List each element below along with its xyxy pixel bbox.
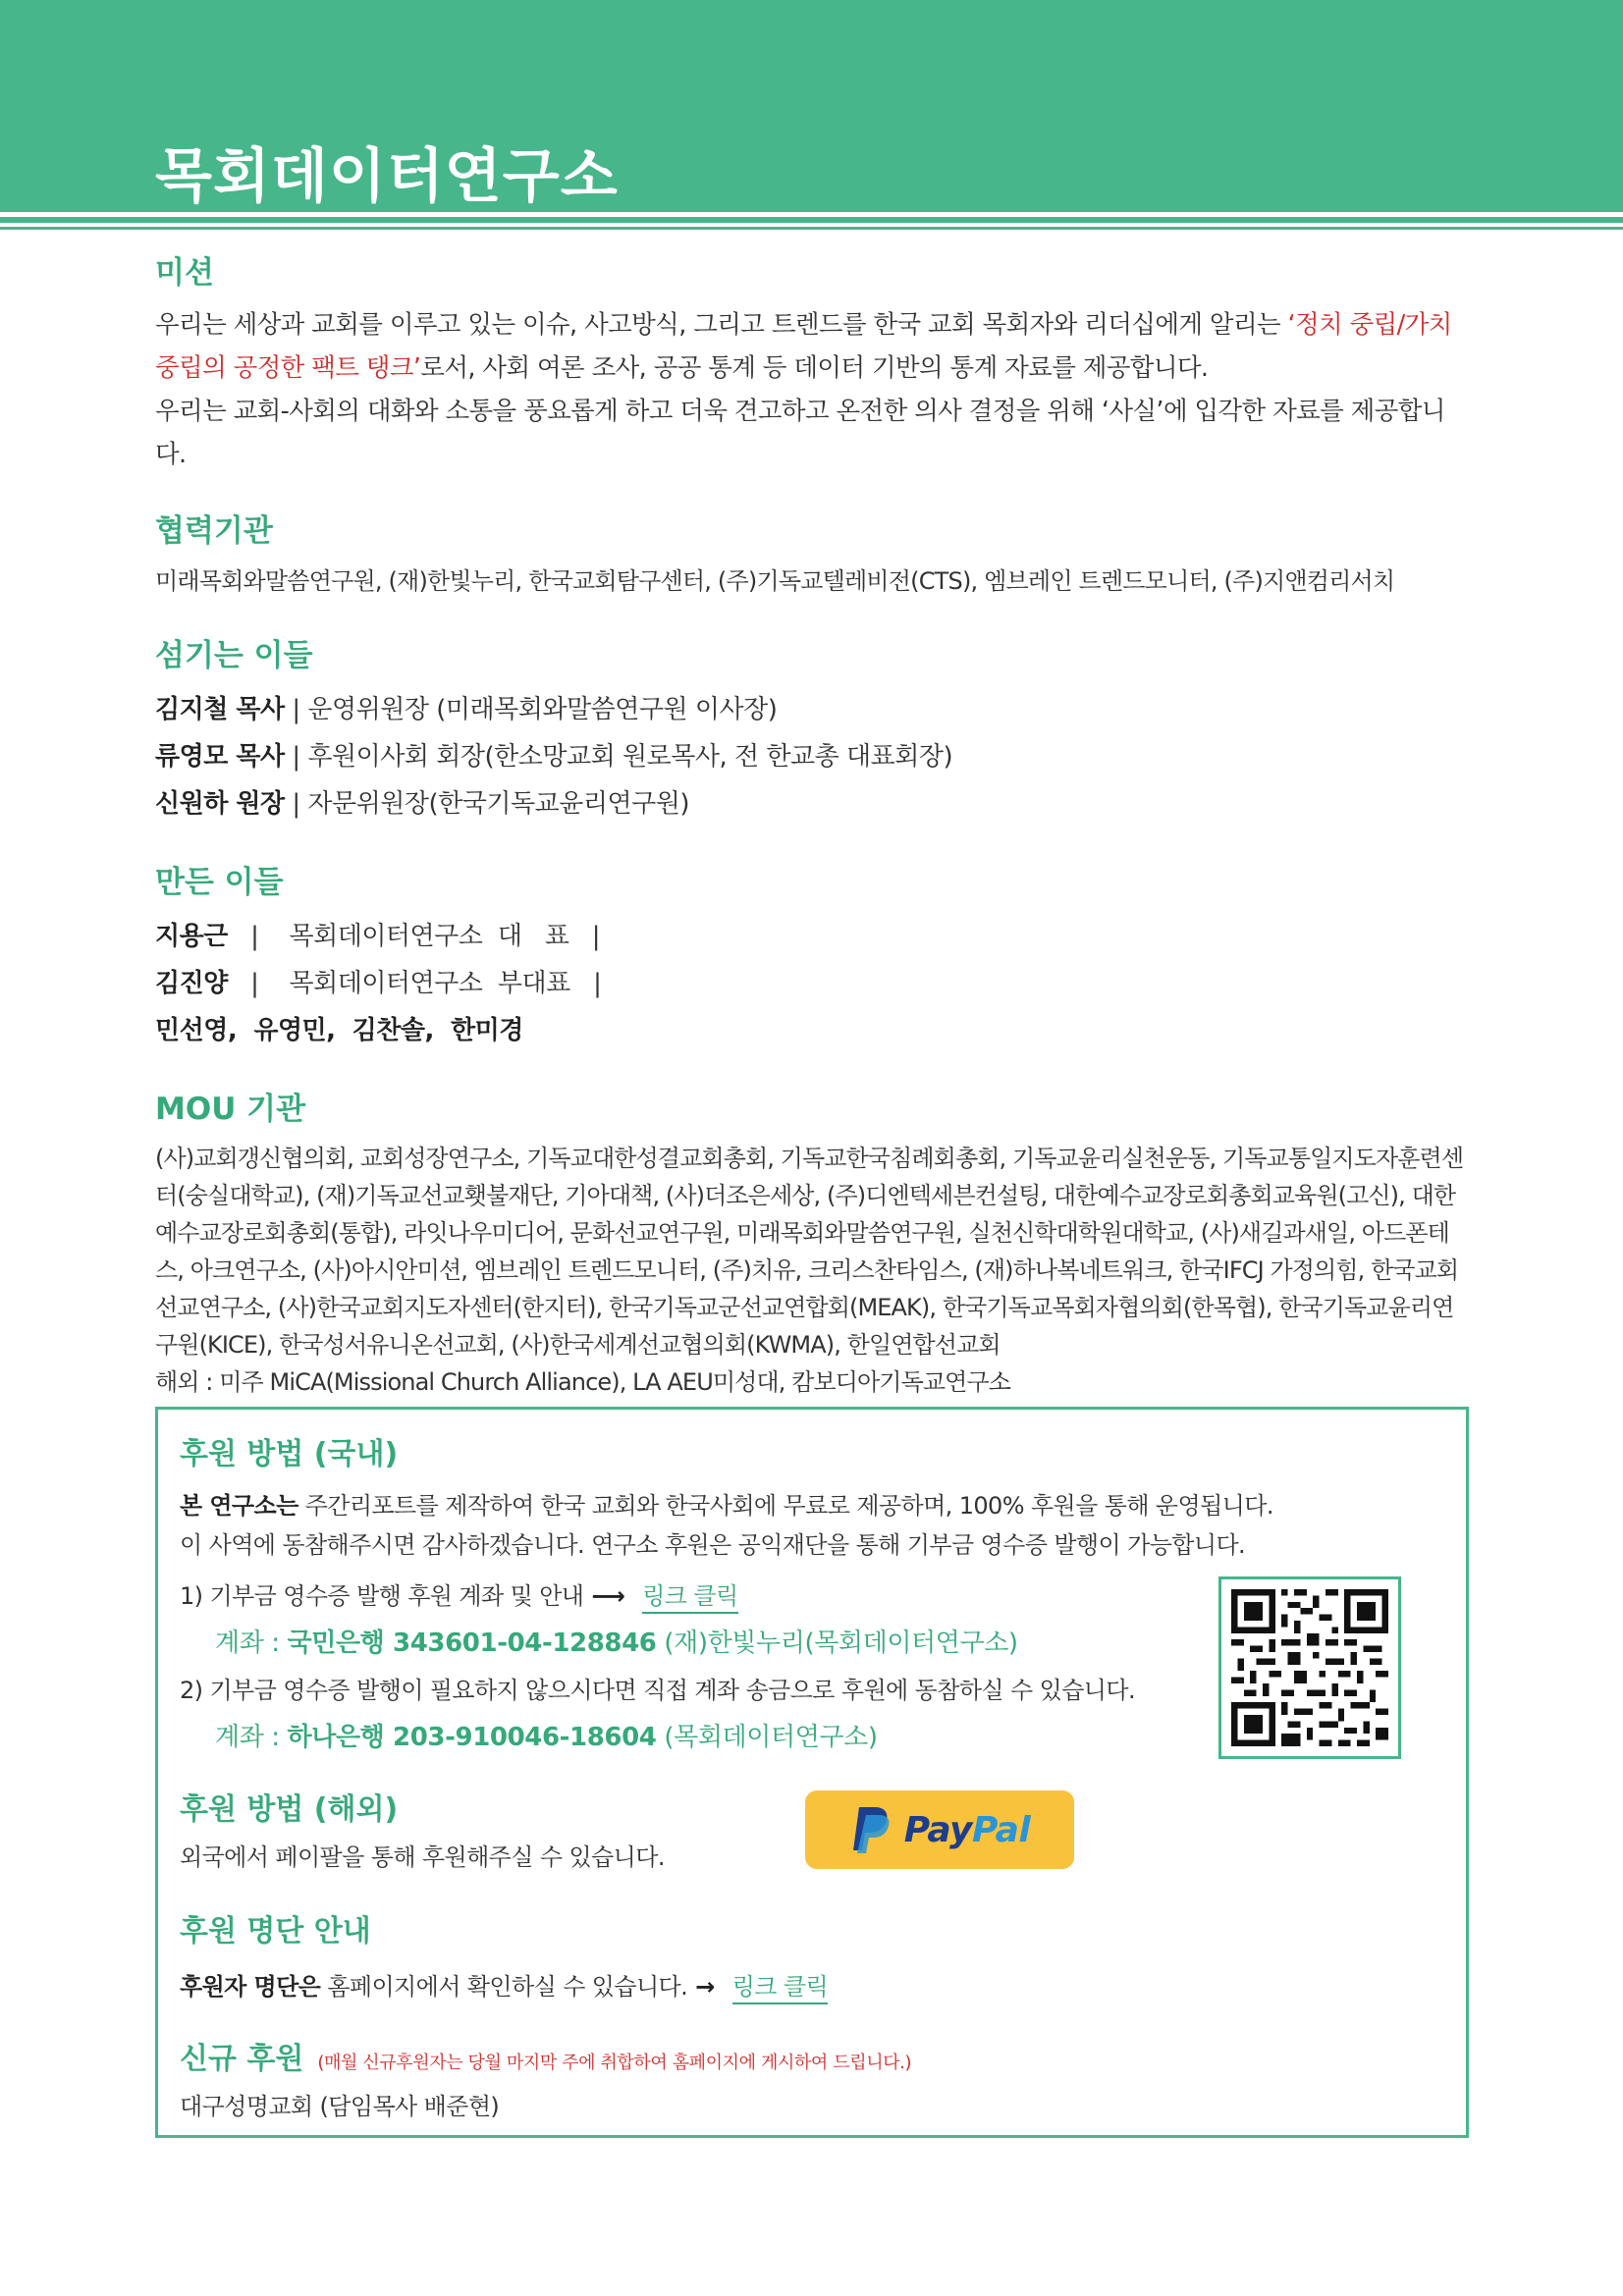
partners-list: 미래목회와말씀연구원, (재)한빛누리, 한국교회탐구센터, (주)기독교텔레비전(CTS), 엠브레인 트렌드모니터, (주)지앤컴리서치 [155, 567, 1395, 595]
header-rule [0, 217, 1623, 223]
account-1: 계좌 : 국민은행 343601-04-128846 (재)한빛누리(목회데이터연구소) [215, 1629, 1018, 1658]
support-content [180, 1429, 1446, 2126]
main-content [155, 243, 1471, 1401]
maker-others: 민선영, 유영민, 김찬솔, 한미경 [155, 1016, 523, 1045]
server-row: 김지철 목사 | 운영위원장 (미래목회와말씀연구원 이사장) [155, 695, 778, 724]
header-banner [0, 0, 1623, 212]
support-new-note: (매월 신규후원자는 당월 마지막 주에 취합하여 홈페이지에 게시하여 드립니다.) [317, 2053, 912, 2073]
support-box [155, 1407, 1469, 2138]
servers-title: 섬기는 이들 [155, 638, 313, 673]
maker-row: 지용근 | 목회데이터연구소 대 표 | [155, 922, 601, 951]
support-item-2: 2) 기부금 영수증 발행이 필요하지 않으시다면 직접 계좌 송금으로 후원에 동참하실 수 있습니다. [180, 1677, 1135, 1704]
paypal-button[interactable] [805, 1790, 1074, 1869]
mission-title: 미션 [155, 255, 214, 291]
support-overseas-text: 외국에서 페이팔을 통해 후원해주실 수 있습니다. [180, 1843, 665, 1871]
support-intro-2: 이 사역에 동참해주시면 감사하겠습니다. 연구소 후원은 공익재단을 통해 기부금 영수증 발행이 가능합니다. [180, 1531, 1246, 1559]
arrow-right-icon: → [695, 1973, 715, 2001]
mission-highlight: ‘정치 중립/가치 중립의 공정한 팩트 탱크’ [155, 310, 1452, 383]
maker-row: 김진양 | 목회데이터연구소 부대표 | [155, 969, 602, 998]
support-overseas-title: 후원 방법 (해외) [180, 1792, 399, 1827]
header-rule-thin [0, 227, 1623, 230]
arrow-right-icon: ⟶ [591, 1582, 625, 1610]
server-row: 신원하 원장 | 자문위원장(한국기독교윤리연구원) [155, 789, 689, 819]
server-row: 류영모 목사 | 후원이사회 회장(한소망교회 원로목사, 전 한교총 대표회장) [155, 742, 953, 772]
support-new-title: 신규 후원 (매월 신규후원자는 당월 마지막 주에 취합하여 홈페이지에 게시하여 드립니다.) [180, 2042, 912, 2076]
support-domestic-title: 후원 방법 (국내) [180, 1437, 399, 1471]
support-list-text: 후원자 명단은 홈페이지에서 확인하실 수 있습니다. → 링크 클릭 [180, 1963, 1446, 2010]
account-2: 계좌 : 하나은행 203-910046-18604 (목회데이터연구소) [215, 1723, 878, 1752]
qr-code-icon [1231, 1589, 1388, 1746]
donor-list-link[interactable]: 링크 클릭 [732, 1973, 828, 2004]
mou-title: MOU 기관 [155, 1092, 306, 1127]
mou-overseas: 해외 : 미주 MiCA(Missional Church Alliance), LA AEU미성대, 캄보디아기독교연구소 [155, 1368, 1011, 1396]
mission-paragraph-1: 우리는 세상과 교회를 이루고 있는 이슈, 사고방식, 그리고 트렌드를 한국 교회 목회자와 리더십에게 알리는 ‘정치 중립/가치 중립의 공정한 팩트 탱크’로서, 사회 여론 조사, 공공 통계 등 데이터 기반의 통계 자료를 제공합니다. [155, 310, 1452, 383]
donation-receipt-link[interactable]: 링크 클릭 [642, 1582, 737, 1614]
support-list-title: 후원 명단 안내 [180, 1914, 371, 1949]
partners-title: 협력기관 [155, 513, 273, 549]
support-new-donor: 대구성명교회 (담임목사 배준현) [180, 2093, 500, 2120]
mou-list: (사)교회갱신협의회, 교회성장연구소, 기독교대한성결교회총회, 기독교한국침례회총회, 기독교윤리실천운동, 기독교통일지도자훈련센터(숭실대학교), (재)기독교선교횃불재단, 기아대책, (사)더조은세상, (주)디엔텍세븐컨설팅, 대한예수교장로회총회교육원(고신), 대한예수교장로회총회(통합), 라잇나우미디어, 문화선교연구원, 미래목회와말씀연구원, 실천신학대학원대학교, (사)새길과새일, 아드폰테스, 아크연구소, (사)아시안미션, 엠브레인 트렌드모니터, (주)치유, 크리스찬타임스, (재)하나복네트워크, 한국IFCJ 가정의힘, 한국교회 선교연구소, (사)한국교회지도자센터(한지터), 한국기독교군선교연합회(MEAK), 한국기독교목회자협의회(한목협), 한국기독교윤리연구원(KICE), 한국성서유니온선교회, (사)한국세계선교협의회(KWMA), 한일연합선교회 [155, 1145, 1464, 1359]
support-intro: 본 연구소는 주간리포트를 제작하여 한국 교회와 한국사회에 무료로 제공하며, 100% 후원을 통해 운영됩니다. [180, 1492, 1273, 1520]
makers-title: 만든 이들 [155, 865, 284, 900]
qr-code[interactable] [1218, 1576, 1401, 1759]
mission-paragraph-2: 우리는 교회-사회의 대화와 소통을 풍요롭게 하고 더욱 견고하고 온전한 의사 결정을 위해 ‘사실’에 입각한 자료를 제공합니다. [155, 397, 1445, 469]
page-title: 목회데이터연구소 [155, 142, 619, 211]
paypal-wordmark: PayPal [903, 1809, 1031, 1850]
support-item-1: 1) 기부금 영수증 발행 후원 계좌 및 안내 ⟶ 링크 클릭 [180, 1573, 1446, 1620]
paypal-logo-icon [849, 1803, 894, 1856]
